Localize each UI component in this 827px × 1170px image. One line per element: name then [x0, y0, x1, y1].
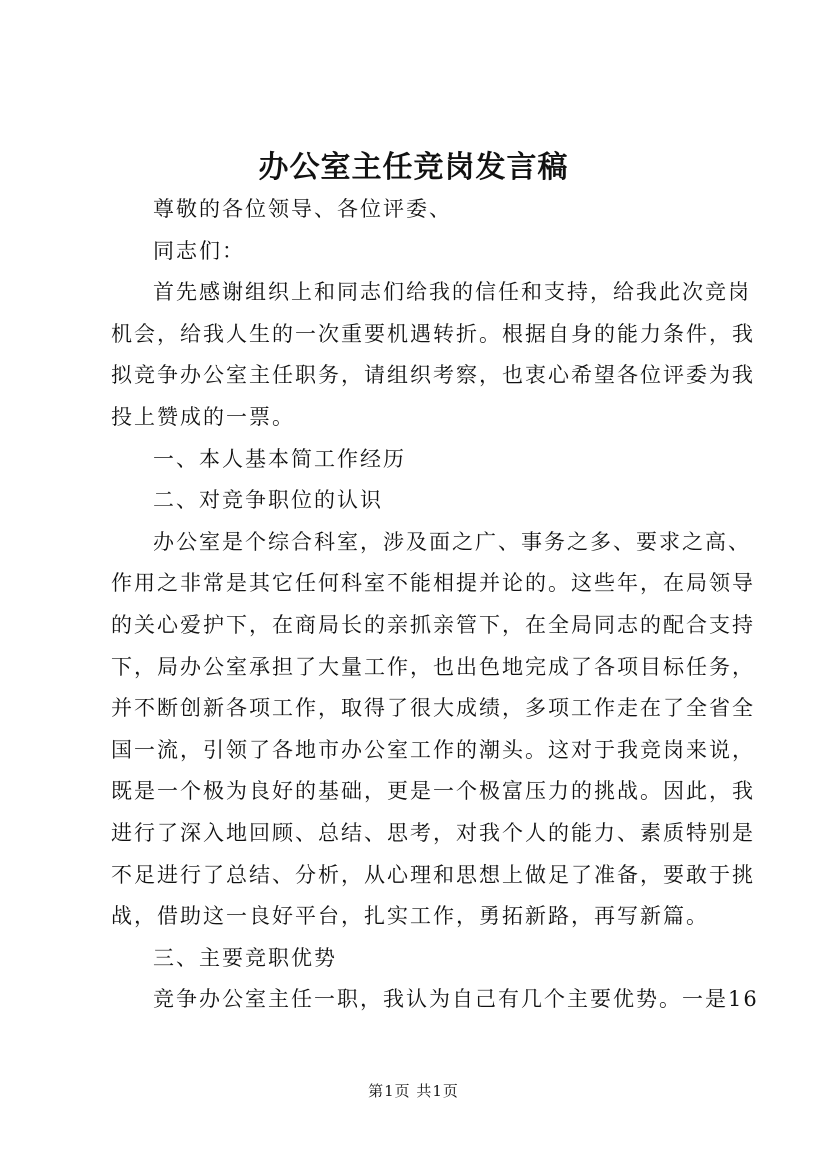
text-line: 国一流，引领了各地市办公室工作的潮头。这对于我竞岗来说，	[111, 737, 755, 762]
paragraph-advantages	[111, 979, 759, 1021]
salutation-line-1: 尊敬的各位领导、各位评委、	[153, 197, 452, 221]
document-title: 办公室主任竞岗发言稿	[258, 150, 569, 185]
text-line: 进行了深入地回顾、总结、思考，对我个人的能力、素质特别是	[111, 820, 755, 845]
paragraph-opening	[111, 272, 755, 438]
page-number-footer: 第1页 共1页	[368, 1082, 459, 1100]
text-line: 拟竞争办公室主任职务，请组织考察，也衷心希望各位评委为我	[111, 363, 755, 388]
text-line: 竞争办公室主任一职，我认为自己有几个主要优势。一是16	[153, 987, 759, 1012]
text-line: 作用之非常是其它任何科室不能相提并论的。这些年，在局领导	[111, 571, 755, 596]
section-heading-3: 三、主要竞职优势	[153, 945, 337, 970]
section-heading-1: 一、本人基本简工作经历	[153, 446, 406, 471]
text-line: 并不断创新各项工作，取得了很大成绩，多项工作走在了全省全	[111, 696, 755, 721]
text-line: 办公室是个综合科室，涉及面之广、事务之多、要求之高、	[153, 529, 751, 554]
text-line: 不足进行了总结、分析，从心理和思想上做足了准备，要敢于挑	[111, 862, 755, 887]
text-line: 机会，给我人生的一次重要机遇转折。根据自身的能力条件，我	[111, 321, 755, 346]
section-heading-2: 二、对竞争职位的认识	[153, 488, 383, 513]
text-line: 既是一个极为良好的基础，更是一个极富压力的挑战。因此，我	[111, 779, 755, 804]
text-line: 的关心爱护下，在商局长的亲抓亲管下，在全局同志的配合支持	[111, 612, 755, 637]
text-line: 首先感谢组织上和同志们给我的信任和支持，给我此次竞岗	[153, 280, 751, 305]
text-line: 战，借助这一良好平台，扎实工作，勇拓新路，再写新篇。	[111, 904, 709, 929]
salutation-line-2: 同志们：	[153, 238, 245, 263]
paragraph-position-understanding	[111, 522, 755, 938]
document-body	[111, 189, 759, 1021]
text-line: 投上赞成的一票。	[111, 404, 295, 429]
text-line: 下，局办公室承担了大量工作，也出色地完成了各项目标任务，	[111, 654, 755, 679]
